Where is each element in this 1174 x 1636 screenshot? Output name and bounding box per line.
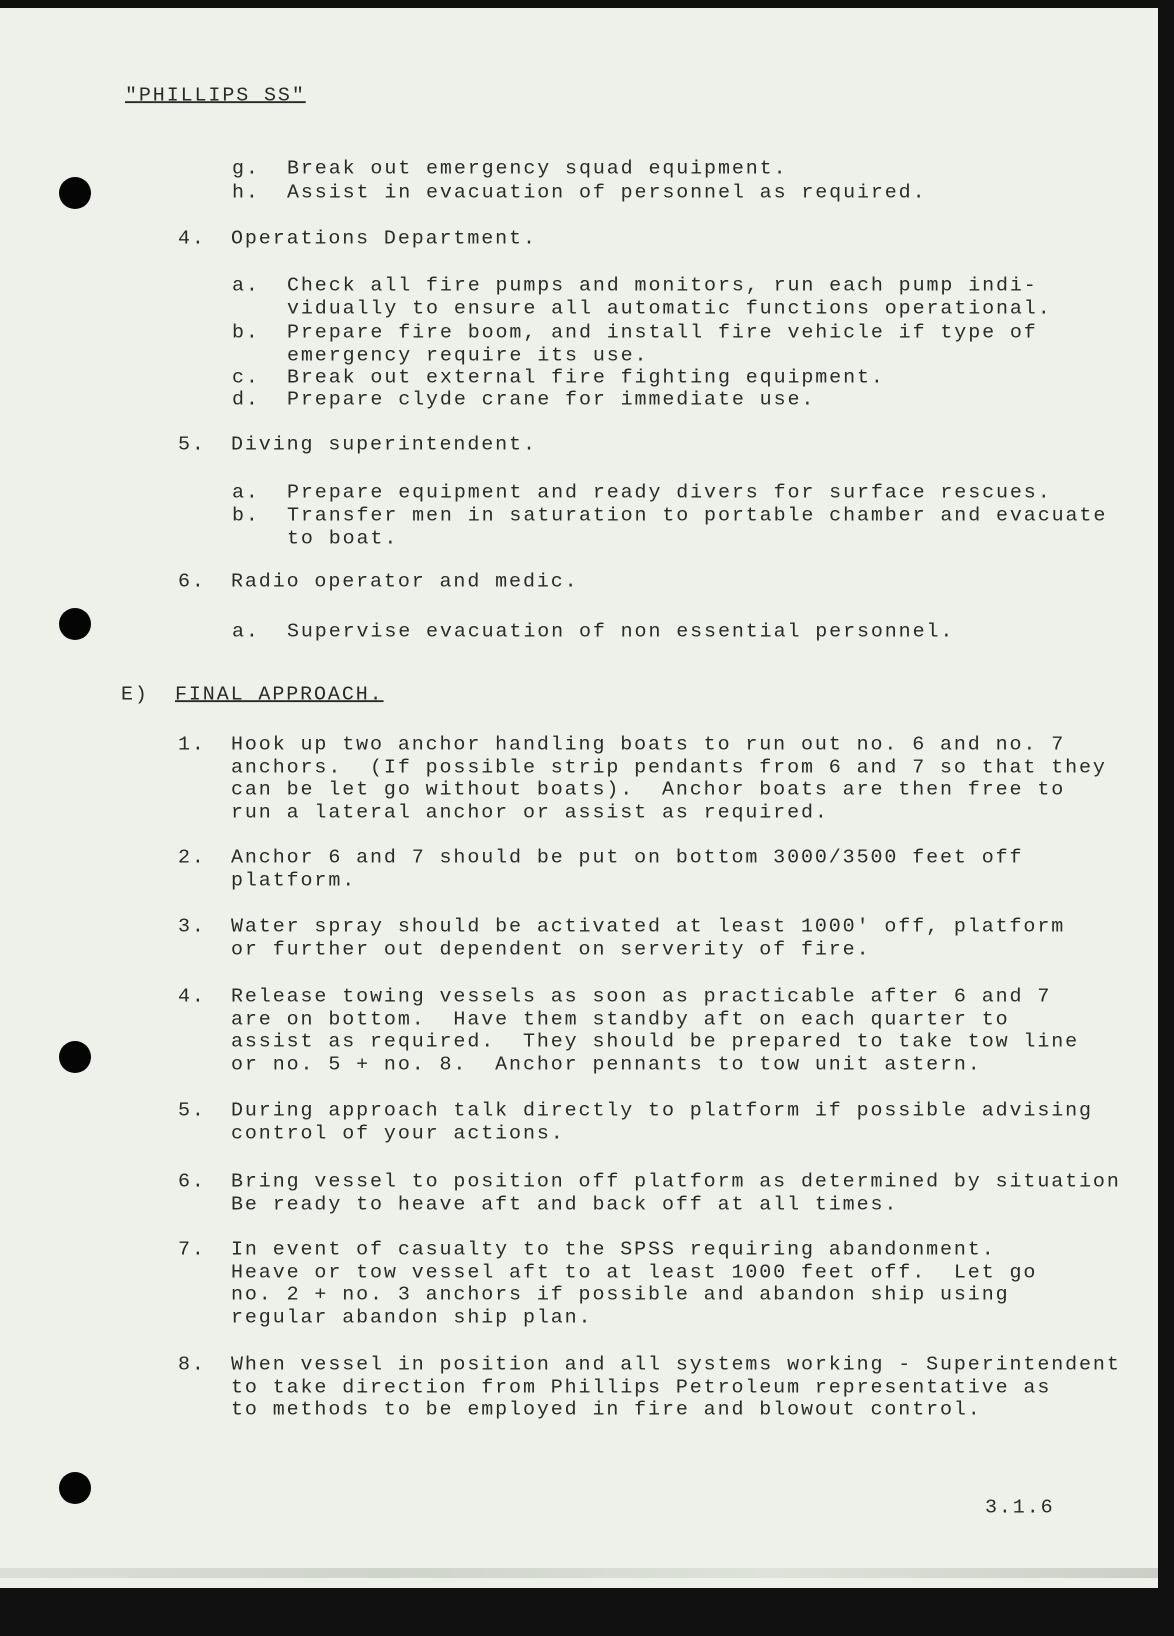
item-label: d.	[232, 389, 260, 411]
item-text: Prepare clyde crane for immediate use.	[287, 389, 816, 411]
punch-hole	[59, 177, 91, 209]
punch-hole	[59, 1041, 91, 1073]
section-title: FINAL APPROACH.	[175, 684, 384, 706]
step-text: or further out dependent on serverity of fire.	[231, 938, 871, 961]
item-label: h.	[232, 182, 260, 204]
step-number: 3.	[178, 916, 206, 938]
step-number: 2.	[178, 847, 206, 869]
department-number: 6.	[178, 571, 206, 593]
item-text: Supervise evacuation of non essential personnel.	[287, 621, 955, 643]
item-text: to boat.	[287, 527, 399, 550]
punch-hole	[59, 1472, 91, 1504]
step-text: regular abandon ship plan.	[231, 1306, 593, 1329]
item-text: Assist in evacuation of personnel as required.	[287, 182, 927, 204]
step-text: are on bottom. Have them standby aft on each quarter to	[231, 1008, 1010, 1031]
step-text: no. 2 + no. 3 anchors if possible and abandon ship using	[231, 1284, 1010, 1306]
step-text: or no. 5 + no. 8. Anchor pennants to tow unit astern.	[231, 1053, 982, 1076]
step-text: Be ready to heave aft and back off at all times.	[231, 1193, 899, 1216]
step-text: During approach talk directly to platform if possible advising	[231, 1100, 1093, 1122]
document-page	[0, 8, 1158, 1588]
item-label: g.	[232, 158, 260, 180]
department-title: Operations Department.	[231, 228, 537, 250]
step-number: 8.	[178, 1354, 206, 1376]
step-text: anchors. (If possible strip pendants from 6 and 7 so that they	[231, 756, 1107, 779]
department-title: Diving superintendent.	[231, 434, 537, 456]
item-text: Check all fire pumps and monitors, run each pump indi-	[287, 275, 1038, 297]
step-text: In event of casualty to the SPSS requiring abandonment.	[231, 1239, 996, 1261]
item-text: emergency require its use.	[287, 344, 649, 367]
item-text: Prepare fire boom, and install fire vehicle if type of	[287, 322, 1038, 344]
step-text: Bring vessel to position off platform as determined by situation	[231, 1171, 1121, 1193]
step-number: 6.	[178, 1171, 206, 1193]
scan-edge	[0, 1568, 1158, 1578]
step-text: platform.	[231, 869, 357, 892]
page-number: 3.1.6	[985, 1497, 1055, 1519]
item-text: vidually to ensure all automatic functions operational.	[287, 297, 1052, 320]
step-text: control of your actions.	[231, 1122, 565, 1145]
department-number: 5.	[178, 434, 206, 456]
step-text: to take direction from Phillips Petroleum representative as	[231, 1376, 1052, 1399]
item-label: a.	[232, 482, 260, 504]
step-number: 1.	[178, 734, 206, 756]
item-label: a.	[232, 275, 260, 297]
department-title: Radio operator and medic.	[231, 571, 579, 593]
step-text: When vessel in position and all systems working - Superintendent	[231, 1354, 1121, 1376]
item-text: Transfer men in saturation to portable chamber and evacuate	[287, 505, 1108, 527]
department-number: 4.	[178, 228, 206, 250]
step-text: run a lateral anchor or assist as required.	[231, 801, 829, 824]
step-text: assist as required. They should be prepared to take tow line	[231, 1031, 1080, 1053]
item-text: Prepare equipment and ready divers for surface rescues.	[287, 482, 1052, 504]
step-number: 5.	[178, 1100, 206, 1122]
item-text: Break out emergency squad equipment.	[287, 158, 788, 180]
step-number: 4.	[178, 986, 206, 1008]
step-text: Anchor 6 and 7 should be put on bottom 3000/3500 feet off	[231, 847, 1024, 869]
section-label: E)	[121, 684, 149, 706]
document-title: "PHILLIPS SS"	[125, 85, 306, 107]
step-text: Water spray should be activated at least 1000' off, platform	[231, 916, 1066, 938]
punch-hole	[59, 608, 91, 640]
step-text: Heave or tow vessel aft to at least 1000 feet off. Let go	[231, 1261, 1038, 1284]
item-label: c.	[232, 367, 260, 389]
item-text: Break out external fire fighting equipment.	[287, 367, 885, 389]
item-label: a.	[232, 621, 260, 643]
step-text: Hook up two anchor handling boats to run out no. 6 and no. 7	[231, 734, 1066, 756]
step-number: 7.	[178, 1239, 206, 1261]
step-text: can be let go without boats). Anchor boats are then free to	[231, 779, 1066, 801]
item-label: b.	[232, 505, 260, 527]
step-text: Release towing vessels as soon as practicable after 6 and 7	[231, 986, 1052, 1008]
item-label: b.	[232, 322, 260, 344]
step-text: to methods to be employed in fire and blowout control.	[231, 1399, 982, 1421]
